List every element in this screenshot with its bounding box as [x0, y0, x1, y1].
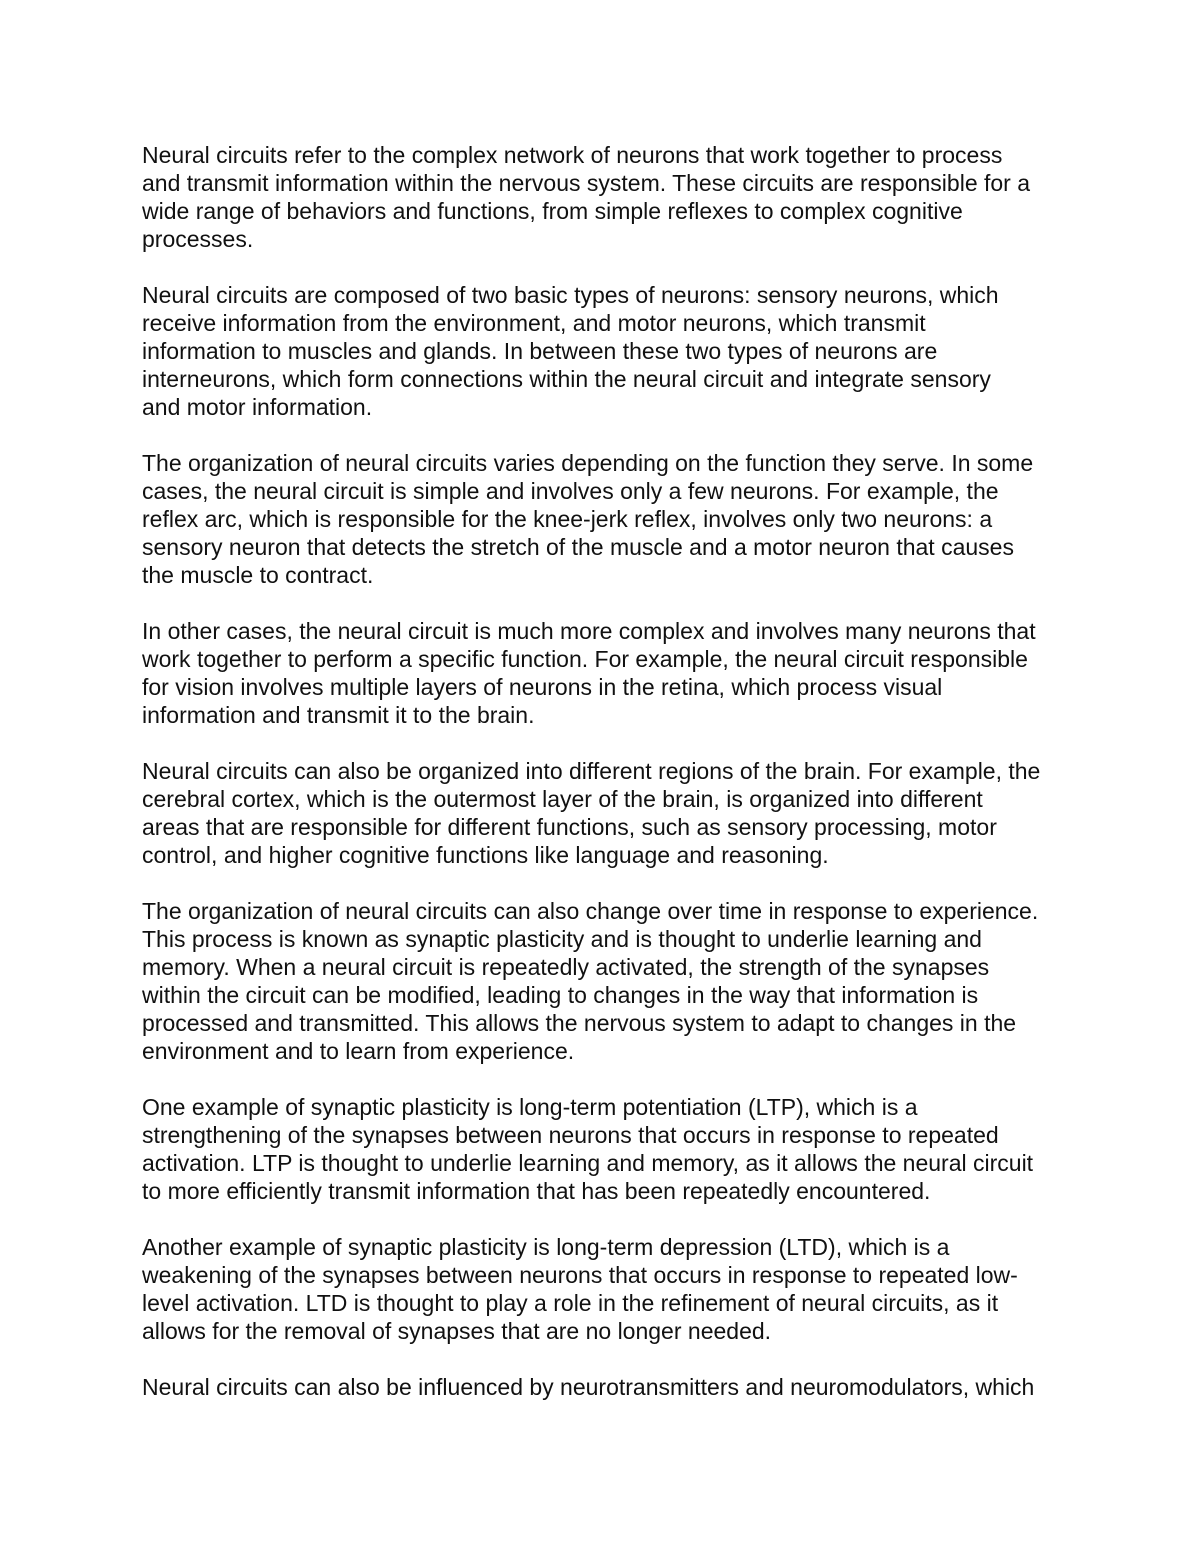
paragraph-ltp: One example of synaptic plasticity is long-term potentiation (LTP), which is a strengthening of the synapses between neurons that occurs in response to repeated activation. LTP is thought to underlie learning and memory, as it allows the neural circuit to more efficiently transmit information that has been repeatedly encountered.: [142, 1094, 1034, 1204]
document-body: [142, 141, 1072, 1429]
paragraph-ltd: Another example of synaptic plasticity is long-term depression (LTD), which is a weakening of the synapses between neurons that occurs in response to repeated low- level activation. LTD is thought to play a role in the refinement of neural circuits, as it allows for the removal of synapses that are no longer needed.: [142, 1234, 1018, 1344]
paragraph-synaptic-plasticity: The organization of neural circuits can also change over time in response to experience. This process is known as synaptic plasticity and is thought to underlie learning and memory. When a neural circuit is repeatedly activated, the strength of the synapses within the circuit can be modified, leading to changes in the way that information is processed and transmitted. This allows the nervous system to adapt to changes in the environment and to learn from experience.: [142, 898, 1039, 1064]
paragraph-complex-circuits: In other cases, the neural circuit is much more complex and involves many neurons that work together to perform a specific function. For example, the neural circuit responsible for vision involves multiple layers of neurons in the retina, which process visual information and transmit it to the brain.: [142, 618, 1036, 728]
paragraph-neuron-types: Neural circuits are composed of two basic types of neurons: sensory neurons, which receive information from the environment, and motor neurons, which transmit information to muscles and glands. In between these two types of neurons are interneurons, which form connections within the neural circuit and integrate sensory and motor information.: [142, 282, 999, 420]
paragraph-brain-regions: Neural circuits can also be organized into different regions of the brain. For example, the cerebral cortex, which is the outermost layer of the brain, is organized into different areas that are responsible for different functions, such as sensory processing, motor control, and higher cognitive functions like language and reasoning.: [142, 758, 1041, 868]
paragraph-circuit-organization: The organization of neural circuits varies depending on the function they serve. In some cases, the neural circuit is simple and involves only a few neurons. For example, the reflex arc, which is responsible for the knee-jerk reflex, involves only two neurons: a sensory neuron that detects the stretch of the muscle and a motor neuron that causes the muscle to contract.: [142, 450, 1034, 588]
paragraph-neural-circuits-intro: Neural circuits refer to the complex network of neurons that work together to process and transmit information within the nervous system. These circuits are responsible for a wide range of behaviors and functions, from simple reflexes to complex cognitive processes.: [142, 142, 1031, 252]
paragraph-neuromodulators: Neural circuits can also be influenced by neurotransmitters and neuromodulators, which: [142, 1374, 1035, 1400]
